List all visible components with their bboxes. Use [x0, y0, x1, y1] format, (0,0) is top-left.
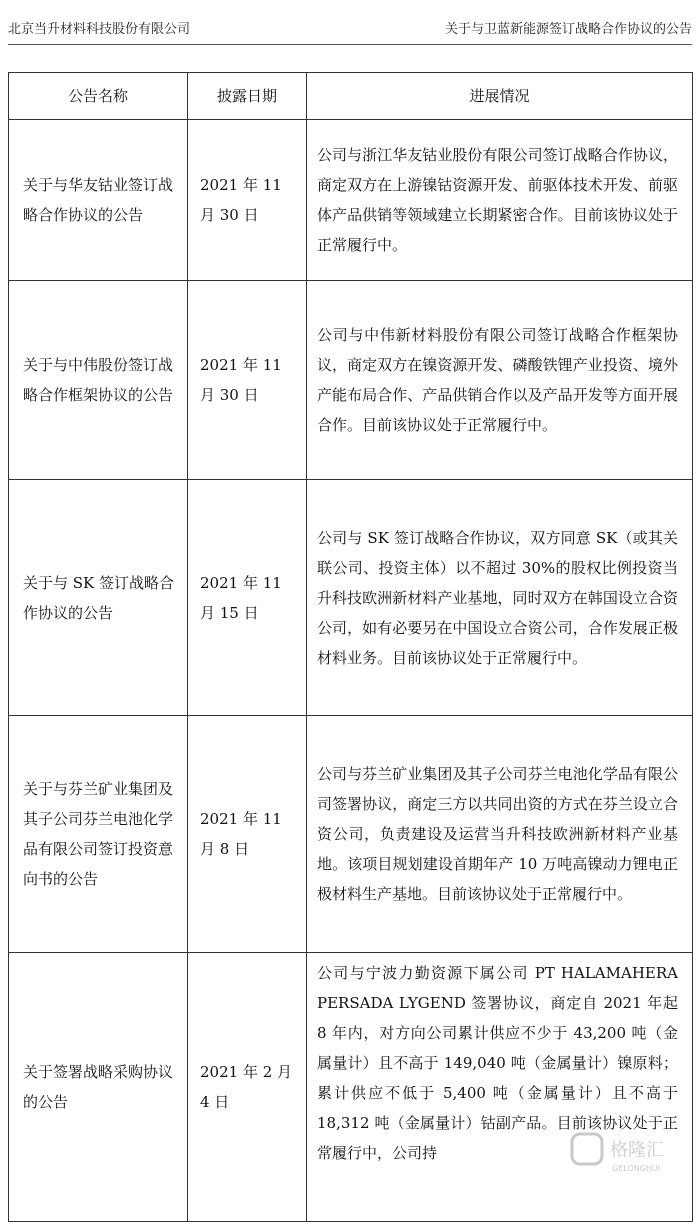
watermark-logo [570, 1128, 690, 1176]
announcement-name: 关于与 SK 签订战略合作协议的公告 [9, 480, 188, 716]
table-row [9, 953, 693, 1222]
header-divider [8, 44, 692, 45]
progress-status: 公司与芬兰矿业集团及其子公司芬兰电池化学品有限公司签署协议，商定三方以共同出资的方式在芬兰设立合资公司，负责建设及运营当升科技欧洲新材料产业基地。该项目规划建设首期年产 10 万吨高镍动力锂电正极材料生产基地。目前该协议处于正常履行中。 [307, 716, 693, 953]
announcement-name: 关于与华友钴业签订战略合作协议的公告 [9, 120, 188, 281]
table-row [9, 120, 693, 281]
announcement-name: 关于与中伟股份签订战略合作框架协议的公告 [9, 281, 188, 480]
progress-status: 公司与宁波力勤资源下属公司 PT HALAMAHERA PERSADA LYGEND 签署协议，商定自 2021 年起 8 年内，对方向公司累计供应不少于 43,200 吨（金属量计）且不高于 149,040 吨（金属量计）镍原料；累计供应不低于 5,400 吨（金属量计）且不高于 18,312 吨（金属量计）钴副产品。目前该协议处于正常履行中，公司持 [307, 953, 693, 1222]
disclosure-date: 2021 年 11 月 15 日 [188, 480, 307, 716]
document-title: 关于与卫蓝新能源签订战略合作协议的公告 [444, 22, 692, 37]
disclosure-date: 2021 年 11 月 30 日 [188, 281, 307, 480]
announcement-table [8, 72, 693, 1222]
disclosure-date: 2021 年 2 月 4 日 [188, 953, 307, 1222]
announcement-name: 关于与芬兰矿业集团及其子公司芬兰电池化学品有限公司签订投资意向书的公告 [9, 716, 188, 953]
watermark-text: 格隆汇 [610, 1140, 664, 1161]
column-header-name: 公告名称 [9, 73, 188, 120]
table-row [9, 716, 693, 953]
disclosure-date: 2021 年 11 月 30 日 [188, 120, 307, 281]
announcement-name: 关于签署战略采购协议的公告 [9, 953, 188, 1222]
table-row [9, 281, 693, 480]
progress-status: 公司与 SK 签订战略合作协议，双方同意 SK（或其关联公司、投资主体）以不超过 30%的股权比例投资当升科技欧洲新材料产业基地，同时双方在韩国设立合资公司，如有必要另在中国设立合资公司，合作发展正极材料业务。目前该协议处于正常履行中。 [307, 480, 693, 716]
column-header-progress: 进展情况 [307, 73, 693, 120]
watermark-icon [572, 1134, 602, 1164]
table-header-row [9, 73, 693, 120]
progress-status: 公司与浙江华友钴业股份有限公司签订战略合作协议，商定双方在上游镍钴资源开发、前驱体技术开发、前驱体产品供销等领域建立长期紧密合作。目前该协议处于正常履行中。 [307, 120, 693, 281]
disclosure-date: 2021 年 11 月 8 日 [188, 716, 307, 953]
watermark-subtext: GELONGHUI [612, 1164, 661, 1173]
progress-status: 公司与中伟新材料股份有限公司签订战略合作框架协议，商定双方在镍资源开发、磷酸铁锂产业投资、境外产能布局合作、产品供销合作以及产品开发等方面开展合作。目前该协议处于正常履行中。 [307, 281, 693, 480]
column-header-date: 披露日期 [188, 73, 307, 120]
table-row [9, 480, 693, 716]
company-name: 北京当升材料科技股份有限公司 [8, 22, 191, 37]
